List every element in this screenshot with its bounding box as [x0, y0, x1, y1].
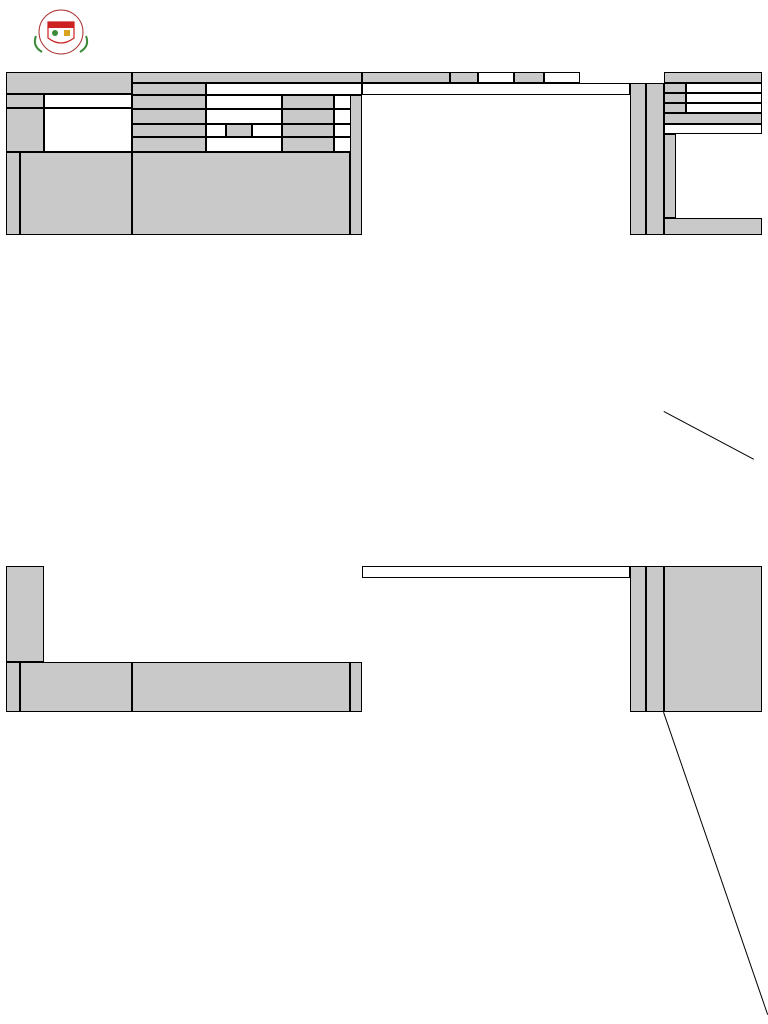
centro-value — [664, 124, 762, 134]
prov-label — [664, 93, 686, 103]
areas-label — [362, 83, 630, 95]
ie-modalidad-label — [132, 124, 206, 137]
dist-label — [664, 103, 686, 113]
ie-modular-label — [132, 95, 206, 109]
nombres-header-2 — [132, 662, 350, 712]
situacion-header — [630, 83, 646, 235]
sexo-header-2 — [350, 662, 362, 712]
ie-modalidad-value — [206, 124, 226, 137]
ugel-codigo-value — [44, 94, 132, 108]
dep-value — [686, 83, 762, 93]
ie-seccion-label — [282, 124, 334, 137]
areas-header — [362, 95, 630, 235]
orden-header — [6, 152, 20, 235]
periodo-inicio-label — [450, 72, 478, 83]
observaciones-header-2 — [664, 566, 762, 712]
ubicacion-title — [664, 72, 762, 83]
dni-header-2 — [20, 662, 132, 712]
ie-numero-label — [132, 83, 206, 95]
centro-label — [664, 113, 762, 124]
situacion-header-2 — [630, 566, 646, 712]
ugel-nombre-value — [44, 108, 132, 152]
resumen-estadistico-title — [6, 566, 44, 662]
ie-numero-value — [206, 83, 362, 95]
periodo-inicio-value — [478, 72, 514, 83]
areas-label-2 — [362, 566, 630, 578]
peru-coat-of-arms-logo — [22, 6, 100, 62]
periodo-fin-value — [544, 72, 580, 83]
ie-gestion-label — [132, 137, 206, 152]
observaciones-header — [664, 218, 762, 235]
periodo-label — [362, 72, 450, 83]
ie-resolucion-value — [206, 109, 282, 124]
nombres-header — [132, 152, 350, 235]
ie-gestion-value — [206, 137, 282, 152]
ie-resolucion-label — [132, 109, 206, 124]
ie-caracteristica-label — [282, 109, 334, 124]
motivo-header-2 — [646, 566, 664, 712]
sexo-header — [350, 95, 362, 235]
evaluacion-label — [664, 134, 676, 218]
ie-grado-value — [252, 124, 282, 137]
ugel-nombre-label — [6, 108, 44, 152]
prov-value — [686, 93, 762, 103]
ie-grado-label — [226, 124, 252, 137]
strike-line-top — [664, 411, 755, 460]
orden-header-2 — [6, 662, 20, 712]
ie-modular-value — [206, 95, 282, 109]
evaluacion-list — [676, 134, 762, 218]
dist-value — [686, 103, 762, 113]
strike-line-bottom — [663, 712, 768, 1015]
ugel-block-title — [6, 72, 132, 94]
motivo-header — [646, 83, 664, 235]
dni-header — [20, 152, 132, 235]
dep-label — [664, 83, 686, 93]
periodo-fin-label — [514, 72, 544, 83]
areas-header-2 — [362, 578, 630, 712]
ie-turno-label — [282, 137, 334, 152]
ugel-codigo-label — [6, 94, 44, 108]
ie-forma-label — [282, 95, 334, 109]
ie-block-title — [132, 72, 362, 83]
ubicacion-block — [664, 72, 762, 235]
